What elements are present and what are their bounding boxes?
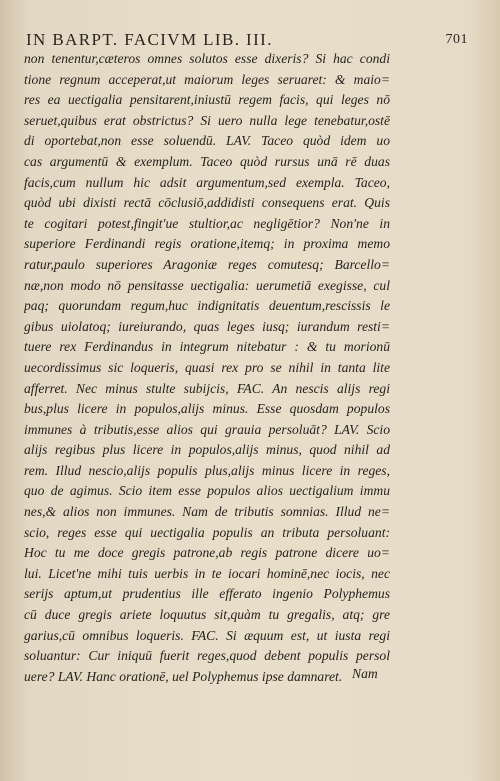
text-line: immunes à tributis,esse alios qui grauia persoluāt? LAV. Scio [24, 421, 390, 437]
page-number: 701 [445, 32, 468, 47]
text-line: di oportebat,non esse soluendū. LAV. Taceo quòd idem uo [24, 133, 390, 149]
text-line: lui. Licet'ne mihi tuis uerbis in te iocari hominē,nec iocis, nec [24, 565, 390, 581]
text-line: afferret. Nec minus stulte subijcis, FAC. An nescis alijs regi [24, 380, 390, 396]
catchword: Nam [352, 666, 378, 681]
text-line: ratur,paulo superiores Aragoniæ reges comutesq; Barcello= [24, 256, 390, 272]
text-line: cū duce gregis ariete loquutus sit,quàm tu gregalis, atq; gre [24, 607, 390, 623]
text-line: tione regnum acceperat,ut maiorum leges seruaret: & maio= [24, 71, 390, 87]
text-line: soluantur: Cur iniquū fuerit reges,quod debent populis persol [24, 648, 390, 664]
text-line: tuere rex Ferdinandus in integrum nitebatur : & tu morionū [24, 339, 390, 355]
text-line: cas argumentū & exemplum. Taceo quòd rursus unā rē duas [24, 153, 390, 169]
text-line: serijs aptum,ut prudentius ille efferato ingenio Polyphemus [24, 586, 390, 602]
text-line: quòd ubi dixisti rectā cōclusiō,addidisti consequens erat. Quis [24, 195, 390, 211]
text-line: uecordissimus sic loqueris, quasi rex pro se nihil in tanta lite [24, 359, 390, 375]
text-line: te cogitari potest,fingit'ue stultior,ac negligētior? Non'ne in [24, 215, 390, 231]
text-line: bus,plus licere in populos,alijs minus. Esse quosdam populos [24, 401, 390, 417]
text-line: Hoc tu me doce gregis patrone,ab regis patrone dicere uo= [24, 545, 390, 561]
text-line: nes,& alios non immunes. Nam de tributis somnias. Illud ne= [24, 504, 390, 520]
text-line: næ,non modo nō pensitasse uectigalia: uerumetiā exegisse, cul [24, 277, 390, 293]
text-line: non tenentur,cæteros omnes solutos esse dixeris? Si hac condi [24, 51, 390, 66]
text-line: superiore Ferdinandi regis oratione,itemq; in proxima memo [24, 236, 390, 252]
text-line: uere? LAV. Hanc orationē, uel Polyphemus ipse damnaret. [24, 668, 343, 684]
text-line: seruet,quibus erat obstrictus? Si uero nulla lege tenebatur,ostē [24, 112, 390, 128]
text-line: alijs regibus plus licere in populos,alijs minus, quod nihil ad [24, 442, 390, 458]
text-line: scio, reges esse qui uectigalia populis an tributa persoluant: [24, 524, 390, 540]
running-head: IN BARPT. FACIVM LIB. III. [26, 30, 273, 49]
text-line: facis,cum nullum hic adsit argumentum,sed exempla. Taceo, [24, 174, 390, 190]
text-line: rem. Illud nescio,alijs populis plus,alijs minus licere in reges, [24, 462, 390, 478]
text-line: gibus uiolatoq; iureiurando, quas leges iusq; iurandum resti= [24, 318, 390, 334]
text-line: quo de agimus. Scio item esse populos alios uectigalium immu [24, 483, 390, 499]
body-text [24, 49, 390, 687]
text-line: garius,cū omnibus loqueris. FAC. Si æquum est, ut iusta regi [24, 627, 390, 643]
text-line: paq; quorundam regum,huc indignitatis deuentum,rescissis le [24, 298, 390, 314]
text-line: res ea uectigalia pensitarent,iniustū regem facis, qui leges nō [24, 92, 390, 108]
